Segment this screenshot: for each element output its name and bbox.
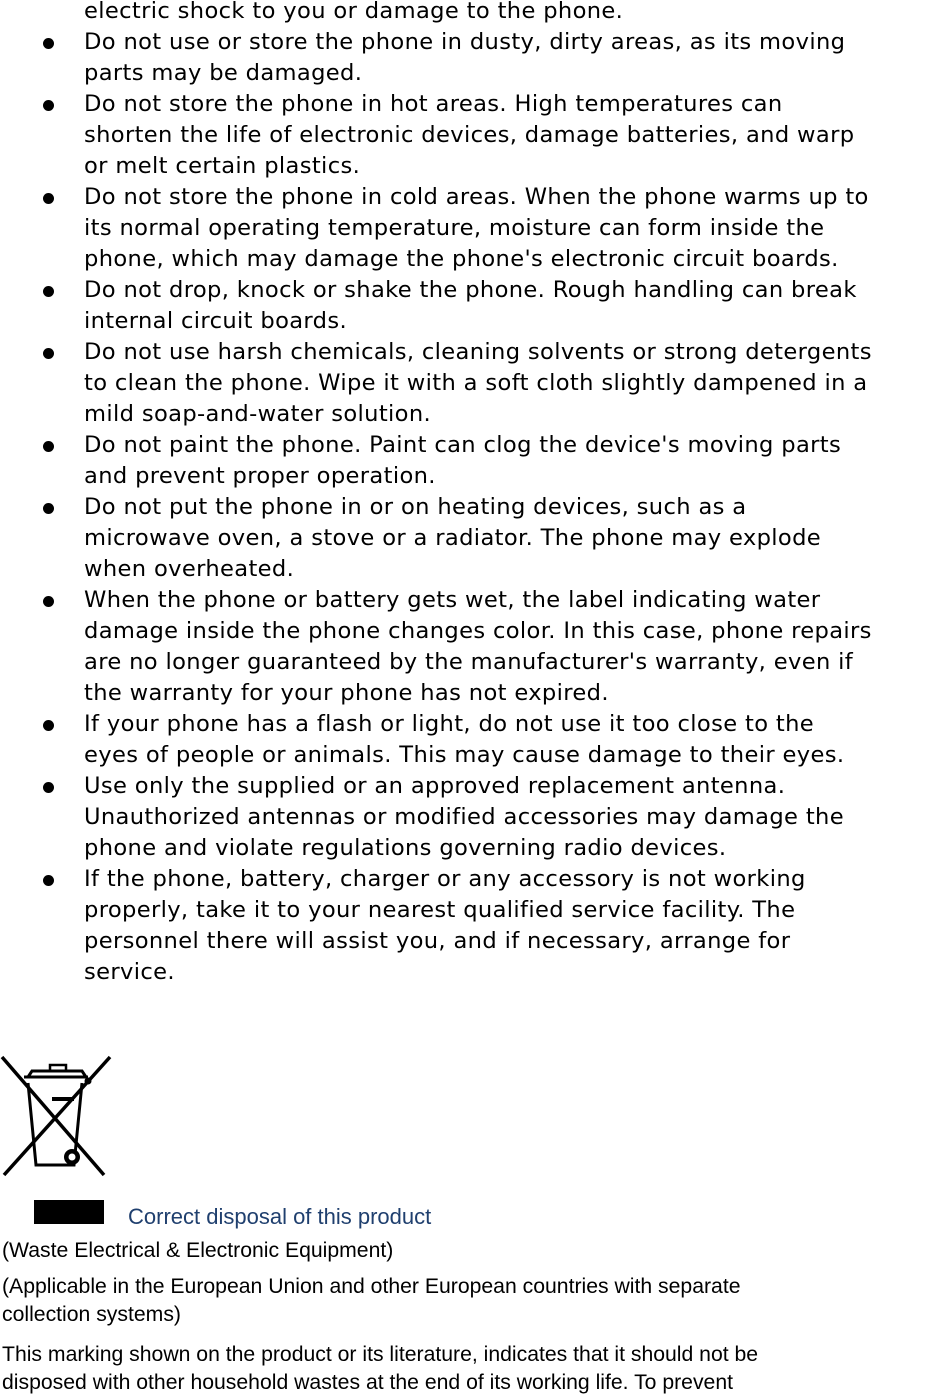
list-item-text [84, 771, 935, 864]
bullet-icon [43, 596, 54, 607]
list-item-text [84, 864, 935, 988]
list-item-line: personnel there will assist you, and if necessary, arrange for [84, 928, 791, 954]
list-item-line: parts may be damaged. [84, 60, 363, 86]
list-item-line: Do not drop, knock or shake the phone. Rough handling can break [84, 277, 857, 303]
list-item-line: Do not put the phone in or on heating devices, such as a [84, 494, 747, 520]
list-item-line: If your phone has a flash or light, do not use it too close to the [84, 711, 815, 737]
list-item-line: and prevent proper operation. [84, 463, 436, 489]
list-item [0, 430, 935, 492]
list-item-line: are no longer guaranteed by the manufacturer's warranty, even if [84, 649, 854, 675]
bullet-icon [43, 441, 54, 452]
list-item-line: When the phone or battery gets wet, the label indicating water [84, 587, 821, 613]
list-item-text [84, 337, 935, 430]
disposal-heading: Correct disposal of this product [128, 1204, 432, 1229]
applicability-line-1: (Applicable in the European Union and other European countries with separate [2, 1275, 741, 1298]
disposal-applicability [2, 1273, 932, 1329]
list-item-line: mild soap-and-water solution. [84, 401, 432, 427]
black-bar-underline [34, 1200, 104, 1224]
list-item-text [84, 275, 935, 337]
applicability-line-2: collection systems) [2, 1303, 181, 1326]
list-item [0, 182, 935, 275]
list-item [0, 585, 935, 709]
bullet-icon [43, 875, 54, 886]
list-item [0, 492, 935, 585]
list-item-line: Do not store the phone in hot areas. High temperatures can [84, 91, 783, 117]
list-item-text [84, 585, 935, 709]
list-item-line: Unauthorized antennas or modified accessories may damage the [84, 804, 844, 830]
crossed-out-wheelie-bin-icon [0, 1053, 114, 1179]
list-item-line: eyes of people or animals. This may cause damage to their eyes. [84, 742, 845, 768]
bullet-items [0, 27, 935, 988]
list-item-text [84, 492, 935, 585]
bullet-icon [43, 193, 54, 204]
list-item-text [84, 89, 935, 182]
list-item-line: shorten the life of electronic devices, damage batteries, and warp [84, 122, 855, 148]
list-item-line: when overheated. [84, 556, 295, 582]
list-item-line: service. [84, 959, 175, 985]
body-line-1: This marking shown on the product or its literature, indicates that it should not be [2, 1343, 759, 1366]
bullet-icon [43, 286, 54, 297]
bullet-icon [43, 38, 54, 49]
list-item [0, 275, 935, 337]
list-item-line: properly, take it to your nearest qualified service facility. The [84, 897, 796, 923]
disposal-subheading: (Waste Electrical & Electronic Equipment) [2, 1239, 394, 1262]
list-item-text [84, 430, 935, 492]
list-item-line: its normal operating temperature, moisture can form inside the [84, 215, 825, 241]
list-item-line: Do not paint the phone. Paint can clog the device's moving parts [84, 432, 842, 458]
list-item-line: the warranty for your phone has not expired. [84, 680, 609, 706]
list-item-text [84, 182, 935, 275]
bullet-icon [43, 720, 54, 731]
list-item-line: Do not store the phone in cold areas. When the phone warms up to [84, 184, 869, 210]
continuation-line: electric shock to you or damage to the phone. [84, 0, 624, 24]
list-item [0, 771, 935, 864]
disposal-body [2, 1341, 932, 1395]
list-item-text [84, 709, 935, 771]
list-item [0, 89, 935, 182]
list-item [0, 709, 935, 771]
list-item [0, 27, 935, 89]
list-item-line: Do not use or store the phone in dusty, dirty areas, as its moving [84, 29, 846, 55]
list-item-line: damage inside the phone changes color. In this case, phone repairs [84, 618, 872, 644]
list-item-line: Do not use harsh chemicals, cleaning solvents or strong detergents [84, 339, 872, 365]
list-item-line: Use only the supplied or an approved replacement antenna. [84, 773, 786, 799]
body-line-2: disposed with other household wastes at the end of its working life. To prevent [2, 1371, 734, 1394]
list-item-line: phone, which may damage the phone's electronic circuit boards. [84, 246, 839, 272]
list-item-text [84, 27, 935, 89]
list-item [0, 864, 935, 988]
bullet-icon [43, 100, 54, 111]
list-item [0, 337, 935, 430]
bullet-icon [43, 782, 54, 793]
list-item-line: phone and violate regulations governing radio devices. [84, 835, 727, 861]
list-item-line: or melt certain plastics. [84, 153, 361, 179]
list-item-line: to clean the phone. Wipe it with a soft cloth slightly dampened in a [84, 370, 868, 396]
list-item-line: microwave oven, a stove or a radiator. The phone may explode [84, 525, 822, 551]
bullet-icon [43, 348, 54, 359]
list-item-line: internal circuit boards. [84, 308, 348, 334]
list-item-line: If the phone, battery, charger or any accessory is not working [84, 866, 806, 892]
bullet-icon [43, 503, 54, 514]
